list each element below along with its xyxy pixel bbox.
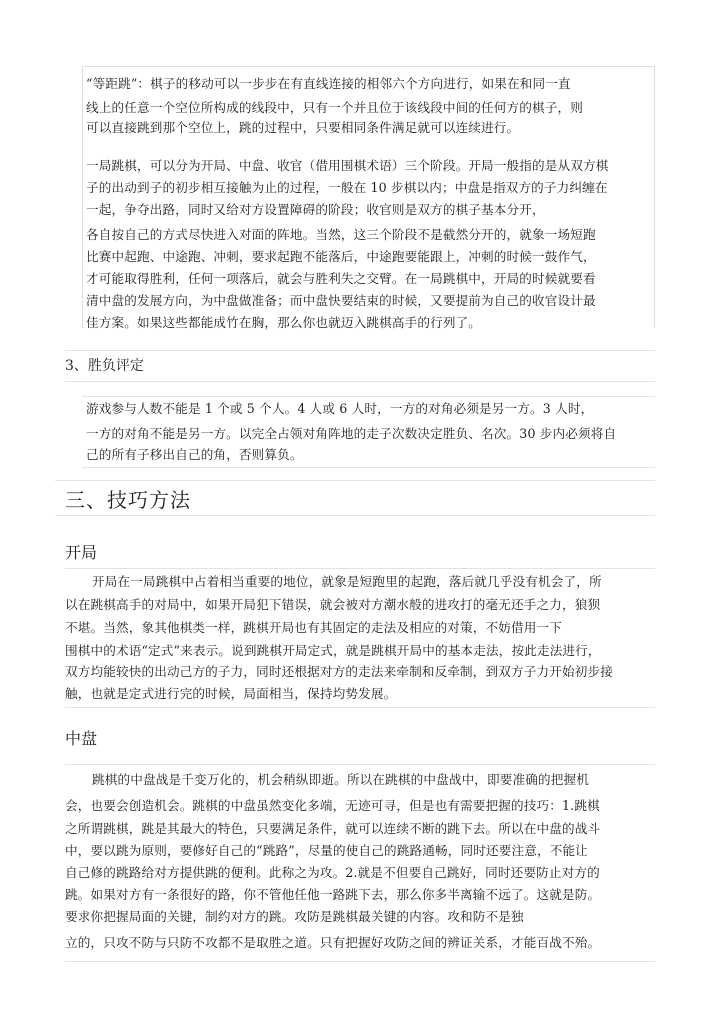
chapter-3-title: 三、技巧方法 (65, 488, 191, 512)
frame-right-edge (654, 66, 655, 328)
text-line: 各自按自己的方式尽快进入对面的阵地。当然，这三个阶段不是截然分开的，就象一场短跑 (86, 227, 596, 242)
text-line: 会，也要会创造机会。跳棋的中盘虽然变化多端，无迹可寻，但是也有需要把握的技巧：1.跳棋 (65, 798, 600, 813)
text-line: 游戏参与人数不能是 1 个或 5 个人。4 人或 6 人时，一方的对角必须是另一方。3 人时， (86, 401, 594, 416)
frame-left-edge (82, 66, 83, 328)
text-line: 开局在一局跳棋中占着相当重要的地位，就象是短跑里的起跑，落后就几乎没有机会了，所 (92, 574, 602, 589)
text-line: 一方的对角不能是另一方。以完全占领对角阵地的走子次数决定胜负、名次。30 步内必须将自 (86, 426, 617, 441)
text-line: “等距跳”：棋子的移动可以一步步在有直线连接的相邻六个方向进行，如果在和同一直 (86, 76, 571, 91)
text-line: 才可能取得胜利，任何一项落后，就会与胜利失之交臂。在一局跳棋中，开局的时候就要看 (86, 271, 596, 286)
section-3-title: 3、胜负评定 (65, 358, 144, 374)
text-line: 子的出动到子的初步相互接触为止的过程，一般在 10 步棋以内；中盘是指双方的子力纠缠在 (86, 180, 608, 195)
text-line: 触，也就是定式进行完的时候，局面相当，保持均势发展。 (65, 686, 397, 701)
text-line: 可以直接跳到那个空位上，跳的过程中，只要相同条件满足就可以连续进行。 (86, 120, 520, 135)
text-line: 一起，争夺出路，同时又给对方设置障碍的阶段；收官则是双方的棋子基本分开， (86, 202, 545, 217)
text-line: 佳方案。如果这些都能成竹在胸，那么你也就迈入跳棋高手的行列了。 (86, 315, 482, 330)
text-line: 围棋中的术语“定式”来表示。说到跳棋开局定式，就是跳棋开局中的基本走法，按此走法进行， (65, 643, 601, 658)
text-line: 清中盘的发展方向，为中盘做准备；而中盘快要结束的时候，又要提前为自己的收官设计最 (86, 293, 596, 308)
text-line: 自己修的跳路给对方提供跳的便利。此称之为攻。2.就是不但要自己跳好，同时还要防止对方的 (65, 865, 600, 880)
text-line: 双方均能较快的出动己方的子力，同时还根据对方的走法来牵制和反牵制，到双方子力开始初步接 (65, 664, 613, 679)
text-line: 跳棋的中盘战是千变万化的，机会稍纵即逝。所以在跳棋的中盘战中，即要准确的把握机 (92, 772, 590, 787)
text-line: 己的所有子移出自己的角，否则算负。 (86, 447, 303, 462)
text-line: 不堪。当然，象其他棋类一样，跳棋开局也有其固定的走法及相应的对策，不妨借用一下 (65, 620, 563, 635)
text-line: 要求你把握局面的关键，制约对方的跳。攻防是跳棋最关键的内容。攻和防不是独 (65, 909, 524, 924)
text-line: 立的，只攻不防与只防不攻都不是取胜之道。只有把握好攻防之间的辨证关系，才能百战不殆。 (65, 935, 601, 950)
text-line: 以在跳棋高手的对局中，如果开局犯下错误，就会被对方潮水般的进攻打的毫无还手之力，狼狈 (65, 597, 601, 612)
text-line: 中，要以跳为原则，要修好自己的“跳路”，尽量的使自己的跳路通畅，同时还要注意，不能让 (65, 843, 588, 858)
text-line: 比赛中起跑、中途跑、冲刺，要求起跑不能落后，中途跑要能跟上，冲刺的时候一鼓作气， (86, 249, 596, 264)
midgame-title: 中盘 (65, 729, 98, 748)
text-line: 一局跳棋，可以分为开局、中盘、收官（借用围棋术语）三个阶段。开局一般指的是从双方棋 (86, 158, 609, 173)
frame-top-edge (82, 66, 655, 67)
midgame-body-box (65, 764, 655, 962)
opening-title: 开局 (65, 543, 98, 562)
text-line: 线上的任意一个空位所构成的线段中，只有一个并且位于该线段中间的任何方的棋子，则 (86, 100, 584, 115)
text-line: 跳。如果对方有一条很好的路，你不管他任他一路跳下去，那么你多半离输不远了。这就是防。 (65, 887, 601, 902)
text-line: 之所谓跳棋，跳是其最大的特色，只要满足条件，就可以连续不断的跳下去。所以在中盘的战斗 (65, 821, 601, 836)
section-3-heading-box (65, 350, 655, 382)
